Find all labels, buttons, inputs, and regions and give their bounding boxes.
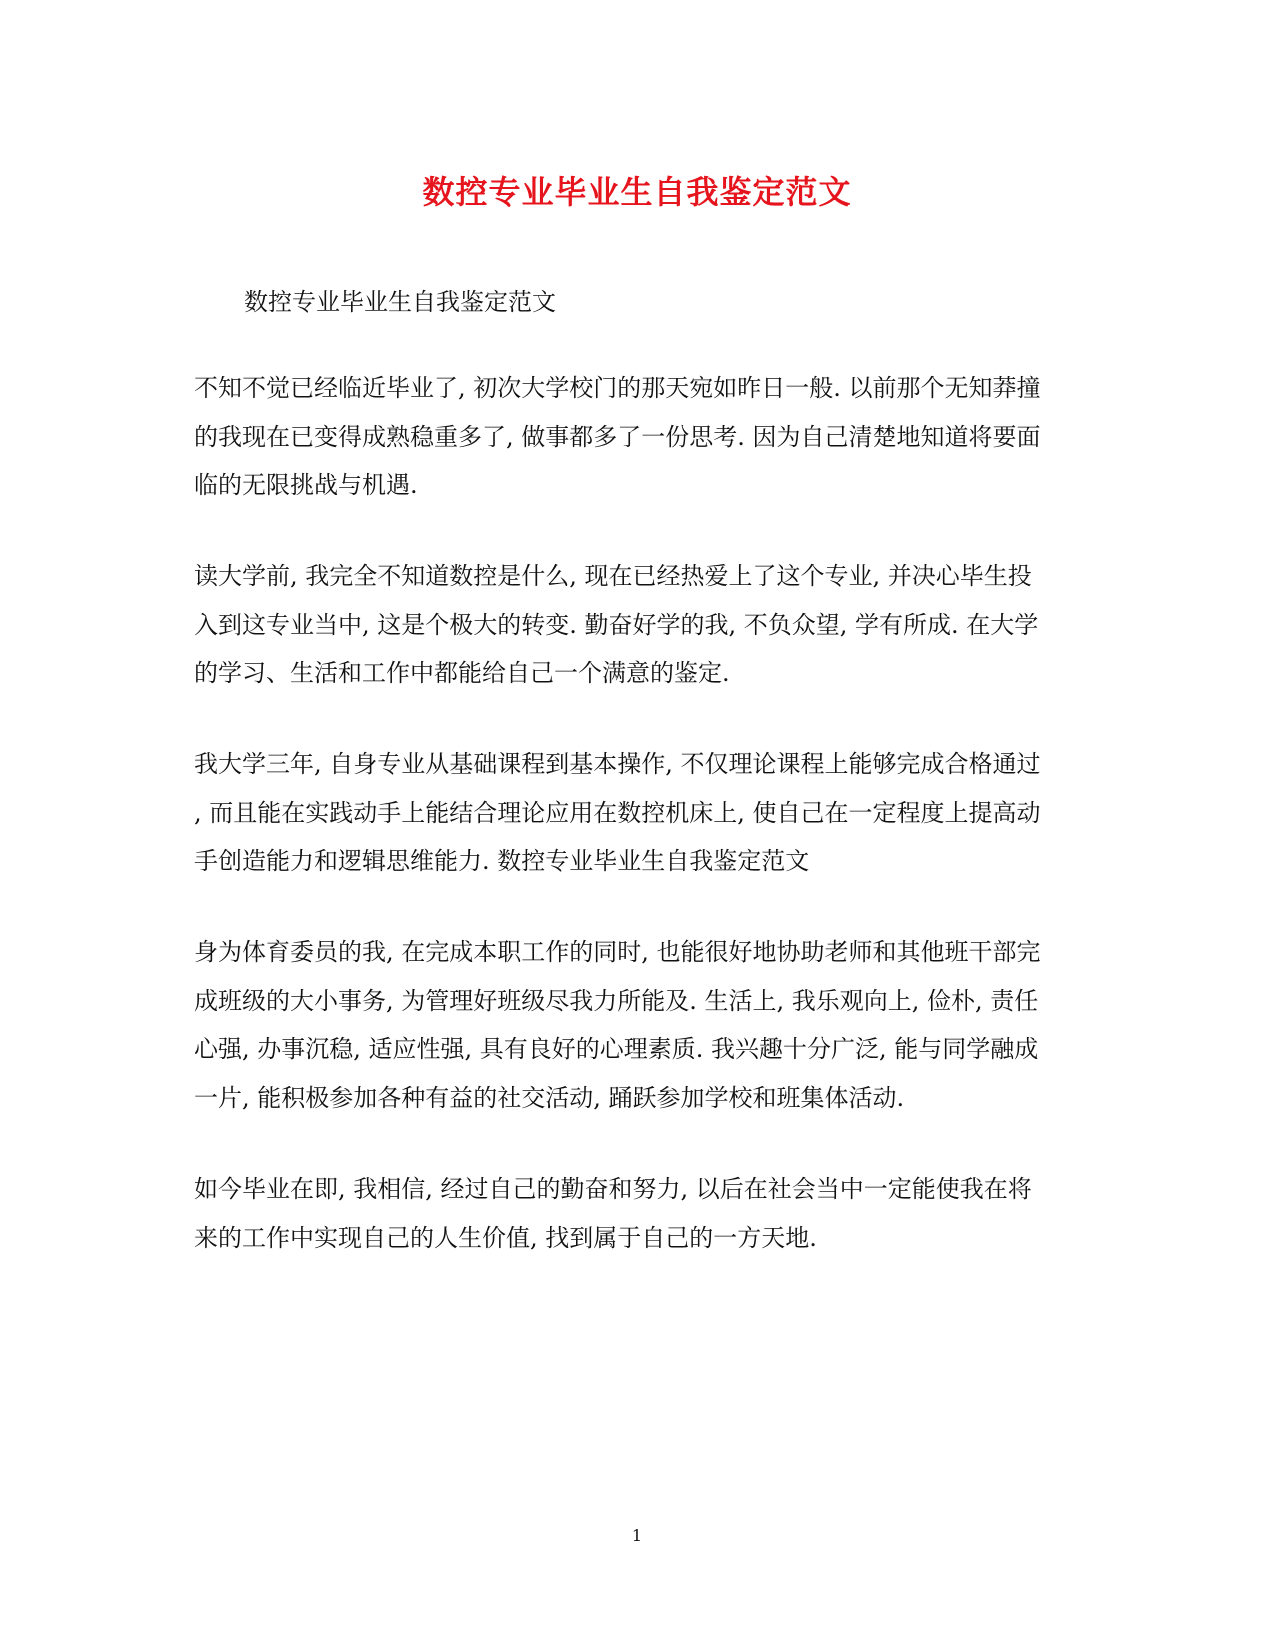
paragraph-3	[194, 740, 1074, 886]
paragraph-line: 临的无限挑战与机遇.	[194, 471, 418, 499]
paragraph-line: 来的工作中实现自己的人生价值, 找到属于自己的一方天地.	[194, 1223, 817, 1252]
paragraph-line: 读大学前, 我完全不知道数控是什么, 现在已经热爱上了这个专业, 并决心毕生投	[194, 562, 1032, 590]
paragraph-line: 的我现在已变得成熟稳重多了, 做事都多了一份思考. 因为自己清楚地知道将要面	[194, 422, 1041, 451]
paragraph-5	[194, 1165, 1074, 1262]
paragraph-line: 入到这专业当中, 这是个极大的转变. 勤奋好学的我, 不负众望, 学有所成. 在大学	[194, 610, 1039, 639]
paragraph-line: 一片, 能积极参加各种有益的社交活动, 踊跃参加学校和班集体活动.	[194, 1083, 905, 1112]
paragraph-line: 的学习、生活和工作中都能给自己一个满意的鉴定.	[194, 659, 730, 687]
document-subtitle: 数控专业毕业生自我鉴定范文	[244, 288, 556, 316]
paragraph-line: , 而且能在实践动手上能结合理论应用在数控机床上, 使自己在一定程度上提高动	[194, 798, 1041, 827]
paragraph-4	[194, 928, 1074, 1122]
paragraph-line: 身为体育委员的我, 在完成本职工作的同时, 也能很好地协助老师和其他班干部完	[194, 938, 1041, 966]
paragraph-line: 不知不觉已经临近毕业了, 初次大学校门的那天宛如昨日一般. 以前那个无知莽撞	[194, 374, 1041, 402]
paragraph-line: 如今毕业在即, 我相信, 经过自己的勤奋和努力, 以后在社会当中一定能使我在将	[194, 1175, 1032, 1203]
paragraph-line: 我大学三年, 自身专业从基础课程到基本操作, 不仅理论课程上能够完成合格通过	[194, 750, 1041, 778]
paragraph-line: 成班级的大小事务, 为管理好班级尽我力所能及. 生活上, 我乐观向上, 俭朴, 责任	[194, 986, 1039, 1015]
document-title: 数控专业毕业生自我鉴定范文	[422, 173, 852, 211]
paragraph-1	[194, 364, 1074, 510]
paragraph-line: 心强, 办事沉稳, 适应性强, 具有良好的心理素质. 我兴趣十分广泛, 能与同学融成	[194, 1035, 1039, 1063]
page-number: 1	[631, 1526, 643, 1545]
paragraph-2	[194, 552, 1074, 698]
paragraph-line: 手创造能力和逻辑思维能力. 数控专业毕业生自我鉴定范文	[194, 847, 810, 875]
